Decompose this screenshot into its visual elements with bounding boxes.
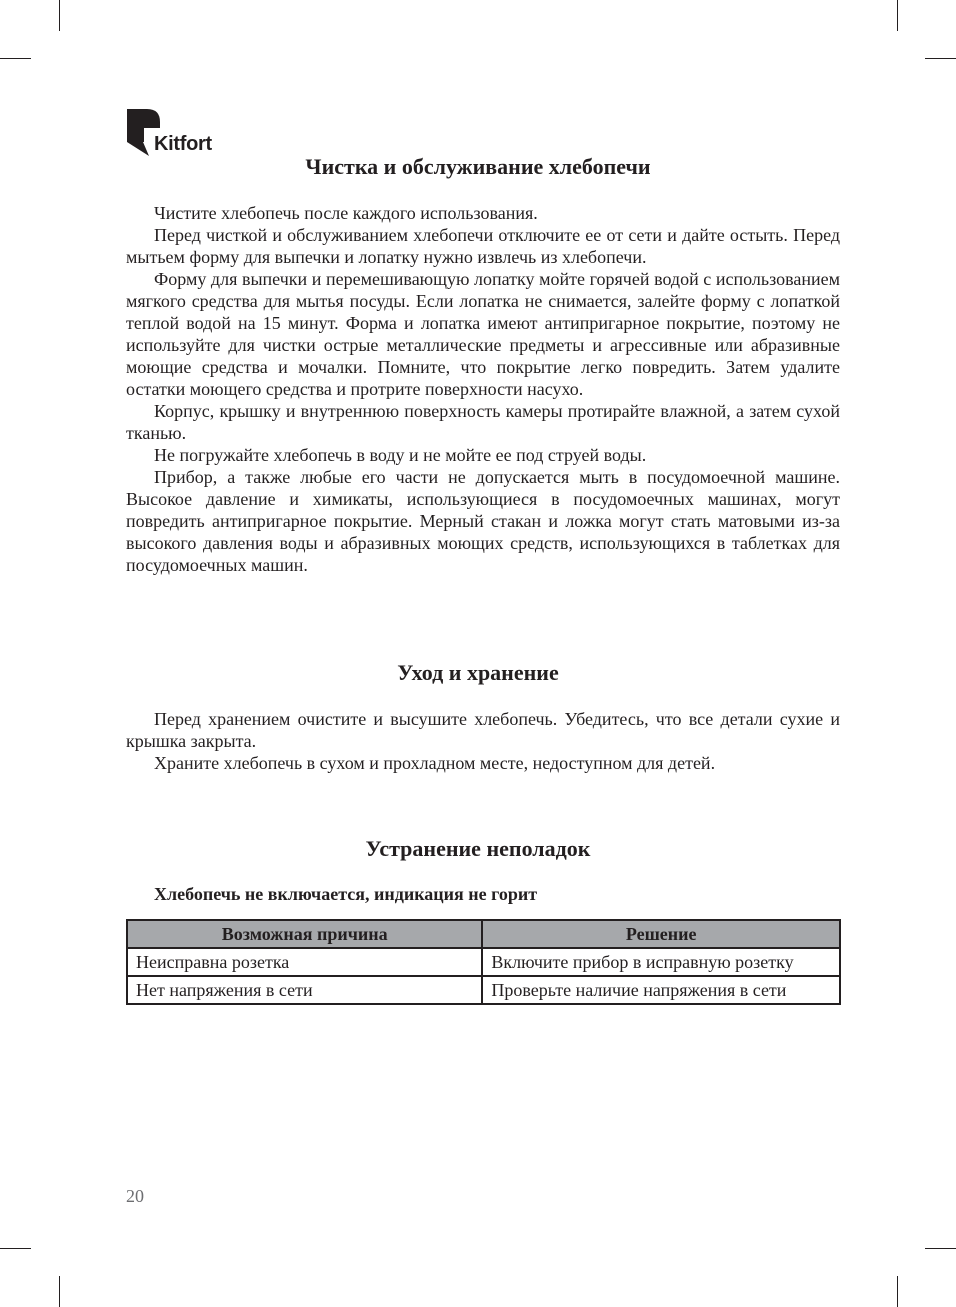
table-row bbox=[127, 976, 840, 1004]
column-header-solution: Решение bbox=[482, 920, 840, 948]
paragraph: Корпус, крышку и внутреннюю поверхность камеры протирайте влажной, а затем сухой тканью. bbox=[126, 401, 840, 443]
brand-logo bbox=[127, 109, 237, 159]
crop-mark bbox=[0, 1248, 31, 1249]
table-row bbox=[127, 948, 840, 976]
table-header-row bbox=[127, 920, 840, 948]
brand-name: Kitfort bbox=[154, 133, 212, 155]
cleaning-body bbox=[126, 202, 840, 576]
cause-cell: Нет напряжения в сети bbox=[127, 976, 482, 1004]
crop-mark bbox=[925, 1248, 956, 1249]
crop-mark bbox=[925, 58, 956, 59]
page-number: 20 bbox=[126, 1186, 144, 1206]
paragraph: Перед чисткой и обслуживанием хлебопечи отключите ее от сети и дайте остыть. Перед мытьем форму для выпечки и лопатку нужно извлечь из хлебопечи. bbox=[126, 225, 840, 267]
crop-mark bbox=[59, 0, 60, 31]
section-title-troubleshooting: Устранение неполадок bbox=[365, 836, 591, 861]
crop-mark bbox=[897, 0, 898, 31]
crop-mark bbox=[59, 1276, 60, 1307]
paragraph: Чистите хлебопечь после каждого использования. bbox=[154, 203, 538, 223]
paragraph: Форму для выпечки и перемешивающую лопатку мойте горячей водой с использованием мягкого средства для мытья посуды. Если лопатка не снимается, залейте форму с лопаткой теплой водой на 15 минут. Форма и лопатка имеют антипригарное покрытие, поэтому не используйте для чистки острые металлические предметы и агрессивные или абразивные моющие средства и мочалки. Помните, что покрытие легко повредить. Затем удалите остатки моющего средства и протрите поверхности насухо. bbox=[126, 269, 840, 399]
storage-body bbox=[126, 708, 840, 774]
crop-mark bbox=[0, 58, 31, 59]
troubleshooting-table bbox=[126, 919, 841, 1005]
crop-mark bbox=[897, 1276, 898, 1307]
problem-heading: Хлебопечь не включается, индикация не горит bbox=[154, 884, 538, 904]
section-title-storage: Уход и хранение bbox=[397, 660, 559, 685]
paragraph: Не погружайте хлебопечь в воду и не мойте ее под струей воды. bbox=[154, 445, 647, 465]
solution-cell: Включите прибор в исправную розетку bbox=[482, 948, 840, 976]
paragraph: Прибор, а также любые его части не допускается мыть в посудомоечной машине. Высокое давление и химикаты, использующиеся в посудомоечных машинах, могут повредить антипригарное покрытие. Мерный стакан и ложка могут стать матовыми из-за высокого давления воды и абразивных моющих средств, использующихся в таблетках для посудомоечных машин. bbox=[126, 467, 840, 575]
column-header-cause: Возможная причина bbox=[127, 920, 482, 948]
section-title-cleaning: Чистка и обслуживание хлебопечи bbox=[305, 154, 651, 179]
cause-cell: Неисправна розетка bbox=[127, 948, 482, 976]
paragraph: Перед хранением очистите и высушите хлебопечь. Убедитесь, что все детали сухие и крышка закрыта. bbox=[126, 709, 840, 751]
solution-cell: Проверьте наличие напряжения в сети bbox=[482, 976, 840, 1004]
paragraph: Храните хлебопечь в сухом и прохладном месте, недоступном для детей. bbox=[154, 753, 716, 773]
